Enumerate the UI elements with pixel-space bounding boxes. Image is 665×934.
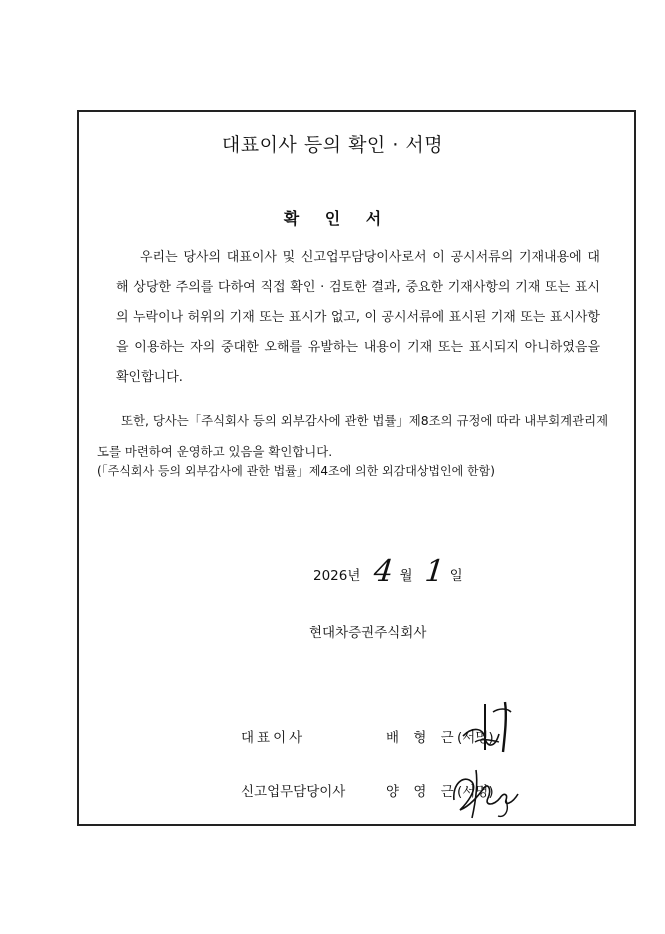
date-month-handwritten: 4 xyxy=(372,554,396,589)
signer-name-disclosure-officer: 양 영 근 xyxy=(386,784,459,800)
signer-role-ceo: 대표이사 xyxy=(241,730,306,746)
signature-placeholder-disclosure-officer: (서명) xyxy=(457,784,494,800)
confirmation-paragraph: 우리는 당사의 대표이사 및 신고업무담당이사로서 이 공시서류의 기재내용에 대해 상당한 주의를 다하여 직접 확인 · 검토한 결과, 중요한 기재사항의 기재 또는 표시의 누락이나 허위의 기재 또는 표시가 없고, 이 공시서류에 표시된 기재 또는 표시사항을 이용하는 자의 중대한 오해를 유발하는 내용이 기재 또는 표시되지 아니하였음을 확인합니다. xyxy=(116,250,600,385)
document-title: 대표이사 등의 확인 · 서명 xyxy=(221,134,444,156)
signing-date xyxy=(313,554,463,589)
signer-role-disclosure-officer: 신고업무담당이사 xyxy=(241,784,346,800)
company-name: 현대차증권주식회사 xyxy=(309,625,427,641)
document-subtitle: 확 인 서 xyxy=(283,209,392,228)
date-day-handwritten: 1 xyxy=(422,554,446,589)
signature-placeholder-ceo: (서명) xyxy=(457,730,494,746)
date-month-unit: 월 xyxy=(399,568,413,584)
applicability-note: (「주식회사 등의 외부감사에 관한 법률」제4조에 의한 외감대상법인에 한함) xyxy=(97,464,495,478)
handwritten-signature-ceo xyxy=(455,698,525,756)
date-day-unit: 일 xyxy=(449,568,463,584)
date-year: 2026년 xyxy=(313,568,361,584)
signer-name-ceo: 배 형 근 xyxy=(386,730,459,746)
internal-control-paragraph: 또한, 당사는「주식회사 등의 외부감사에 관한 법률」제8조의 규정에 따라 내부회계관리제도를 마련하여 운영하고 있음을 확인합니다. xyxy=(97,413,609,459)
handwritten-signature-disclosure-officer xyxy=(448,760,528,822)
